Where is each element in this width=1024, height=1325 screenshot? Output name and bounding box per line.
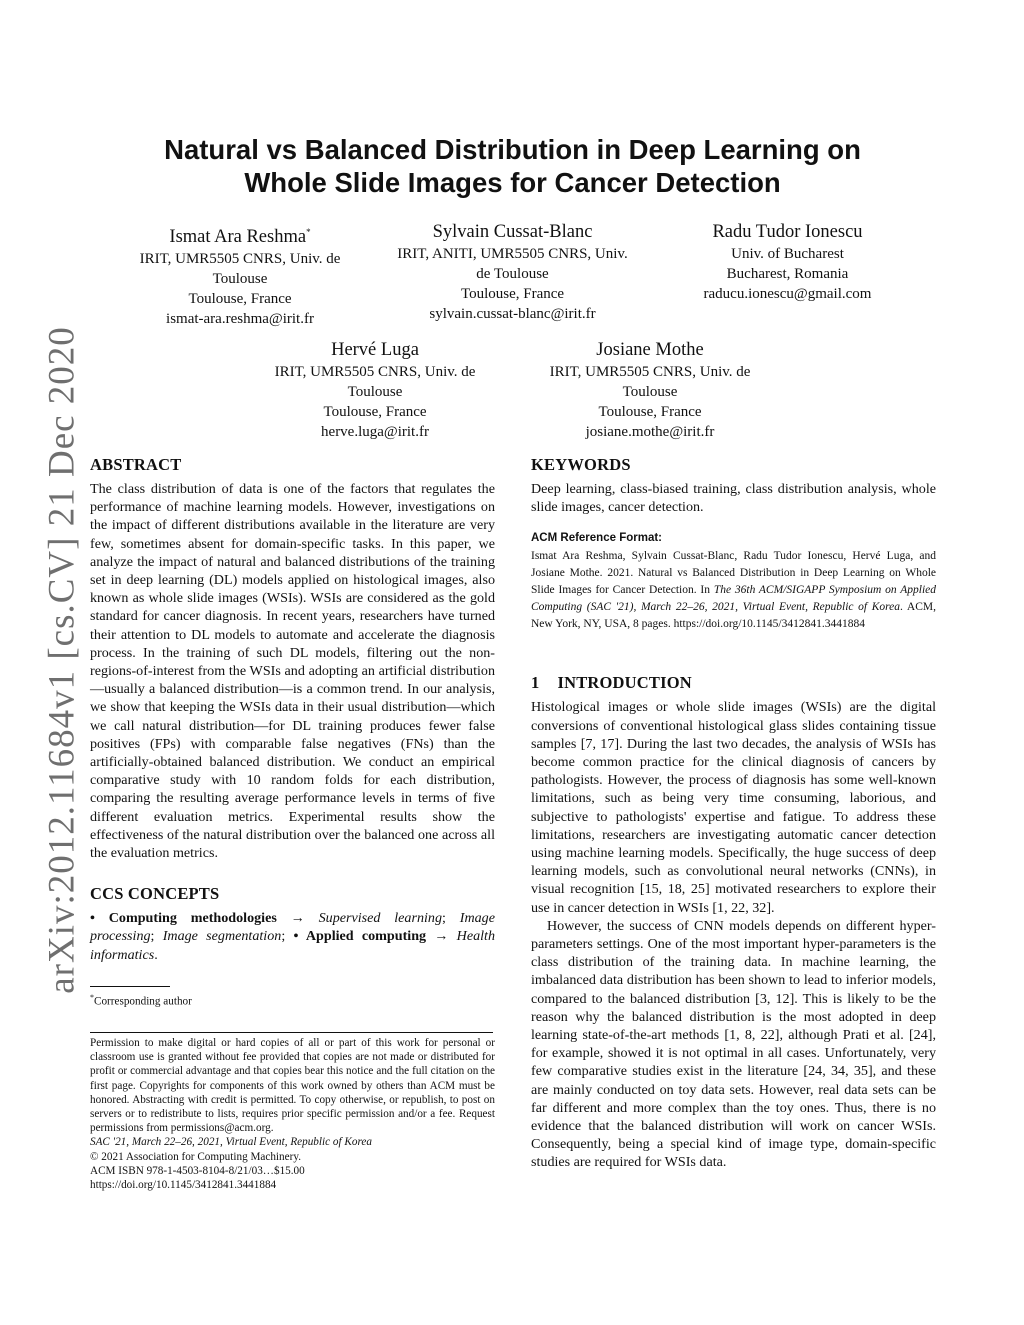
left-column (90, 455, 495, 964)
author-name: Hervé Luga (331, 340, 419, 360)
author-affiliation: IRIT, ANITI, UMR5505 CNRS, Univ. (397, 246, 628, 262)
author-name: Josiane Mothe (596, 340, 704, 360)
author-block-cussat-blanc (385, 220, 640, 324)
author-name: Radu Tudor Ionescu (712, 222, 863, 242)
title-line-1: Natural vs Balanced Distribution in Deep Learning on (164, 134, 861, 165)
title-line-2: Whole Slide Images for Cancer Detection (244, 167, 781, 198)
ccs-concepts: • Computing methodologies → Supervised learning; Image processing; Image segmentation; • Applied computing → Health informatics. (90, 910, 495, 963)
author-email[interactable]: raducu.ionescu@gmail.com (703, 286, 872, 302)
abstract-text: The class distribution of data is one of the factors that regulates the performance of machine learning models. However, investigations on the impact of different distributions available in the literature are very few, sometimes absent for domain-specific tasks. In this paper, we analyze the impact of natural and balanced distributions of the training set in deep learning (DL) models applied on histological images, also known as whole slide images (WSIs). WSIs are considered as the gold standard for cancer diagnosis. In recent years, researchers have turned their attention to DL models to automate and accelerate the diagnosis process. In the training of such DL models, filtering out the non-regions-of-interest from the WSIs and adopting an artificial distribution—usually a balanced distribution—is a common trend. In our analysis, we show that keeping the WSIs data in their usual distribution—which we call natural distribution—for DL training produces fewer false positives (FPs) with comparable false negatives (FNs) than the artificially-obtained balanced distribution. We conduct an empirical comparative study with 10 random folds for each distribution, comparing the resulting average performance levels in terms of five different evaluation metrics. Experimental results show the effectiveness of the natural distribution over the balanced one across all the evaluation metrics. (90, 481, 495, 862)
introduction-heading: 1 INTRODUCTION (531, 673, 692, 693)
permission-copyright: © 2021 Association for Computing Machinery. (90, 1150, 301, 1163)
author-name: Sylvain Cussat-Blanc (432, 222, 593, 242)
author-email[interactable]: sylvain.cussat-blanc@irit.fr (429, 306, 596, 322)
author-location: Toulouse, France (188, 291, 292, 308)
author-affiliation: Toulouse (347, 384, 403, 400)
author-location: Bucharest, Romania (726, 266, 849, 282)
author-affiliation: Univ. of Bucharest (731, 246, 844, 262)
author-email[interactable]: ismat-ara.reshma@irit.fr (166, 311, 314, 328)
keywords-heading: KEYWORDS (531, 455, 631, 474)
introduction-paragraph-2: However, the success of CNN models depends on different hyper-parameters settings. One of the most important hyper-parameters is the class distribution of the training data. In machine learning, the imbalanced data distribution has been shown to lead to inferior models, compared to the balanced distribution [3, 12]. This is likely to be the reason why the balanced distribution is the most adopted in deep learning state-of-the-art methods [1, 8, 22], although Prati et al. [24], for example, showed it is not optimal in all cases. Unfortunately, very few comparative studies exist in the literature [24, 34, 35], and these are mainly conducted on toy data sets. However, real data sets can be far different and more complex than the toy ones. Thus, there is no evidence that the balanced distribution will work on cancer WSIs. Consequently, being a special kind of image type, domain-specific studies are required for WSIs data. (531, 917, 936, 1171)
footnote-area (90, 986, 495, 1009)
author-affiliation: Toulouse (212, 271, 268, 288)
author-affiliation: IRIT, UMR5505 CNRS, Univ. de (549, 364, 751, 380)
acm-reference-text: Ismat Ara Reshma, Sylvain Cussat-Blanc, Radu Tudor Ionescu, Hervé Luga, and Josiane Mothe. 2021. Natural vs Balanced Distribution in Deep Learning on Whole Slide Images for Cancer Detection. In The 36th ACM/SIGAPP Symposium on Applied Computing (SAC '21), March 22–26, 2021, Virtual Event, Republic of Korea. ACM, New York, NY, USA, 8 pages. https://doi.org/10.1145/3412841.3441884 (531, 550, 936, 631)
permission-doi[interactable]: https://doi.org/10.1145/3412841.3441884 (90, 1179, 277, 1192)
permission-isbn: ACM ISBN 978-1-4503-8104-8/21/03…$15.00 (90, 1164, 305, 1177)
author-affiliation: Toulouse (622, 384, 678, 400)
paper-title (90, 133, 935, 199)
author-affiliation: IRIT, UMR5505 CNRS, Univ. de (139, 251, 341, 268)
author-affiliation: IRIT, UMR5505 CNRS, Univ. de (274, 364, 476, 380)
author-email[interactable]: herve.luga@irit.fr (321, 424, 429, 440)
abstract-heading: ABSTRACT (90, 455, 182, 474)
introduction-paragraph-1: Histological images or whole slide images (WSIs) are the digital conversions of conventional histological glass slides containing tissue samples [7, 17]. During the last two decades, the analysis of WSIs has become common practice for the clinical diagnosis of cancers by pathologists. However, the process of diagnosis has some well-known limitations, such as being very time consuming, laborious, and subjective to pathologists' expertise and fatigue. To address these limitations, researchers are investigating automatic cancer detection using machine learning models. Specifically, the huge success of deep learning models, such as convolutional neural networks (CNNs), in visual recognition [15, 18, 25] motivated researchers to explore their use in cancer detection in WSIs [1, 22, 32]. (531, 699, 936, 916)
author-location: Toulouse, France (460, 286, 565, 302)
arxiv-identifier: arXiv:2012.11684v1 [cs.CV] 21 Dec 2020 (41, 326, 83, 994)
author-location: Toulouse, France (598, 404, 702, 420)
author-affiliation: de Toulouse (476, 266, 549, 282)
permission-text: Permission to make digital or hard copies of all or part of this work for personal or classroom use is granted without fee provided that copies are not made or distributed for profit or commercial advantage and that copies bear this notice and the full citation on the first page. Copyrights for components of this work owned by others than ACM must be honored. Abstracting with credit is permitted. To copy otherwise, or republish, to post on servers or to redistribute to lists, requires prior specific permission and/or a fee. Request permissions from permissions@acm.org. (90, 1037, 495, 1135)
keywords-text: Deep learning, class-biased training, class distribution analysis, whole slide images, cancer detection. (531, 481, 936, 516)
ccs-heading: CCS CONCEPTS (90, 884, 220, 904)
permission-rule (90, 1032, 493, 1033)
author-name: Ismat Ara Reshma* (169, 227, 311, 248)
permission-block (90, 1032, 495, 1192)
acm-reference-heading: ACM Reference Format: (531, 532, 662, 545)
author-block-reshma (120, 220, 360, 329)
footnote-rule (90, 986, 170, 987)
permission-venue: SAC '21, March 22–26, 2021, Virtual Event, Republic of Korea (90, 1136, 372, 1149)
author-email[interactable]: josiane.mothe@irit.fr (585, 424, 715, 440)
author-location: Toulouse, France (323, 404, 427, 420)
author-block-mothe (530, 338, 770, 442)
author-block-ionescu (675, 220, 900, 304)
footnote-text: *Corresponding author (90, 993, 192, 1008)
right-column (531, 455, 936, 1172)
author-block-luga (255, 338, 495, 442)
